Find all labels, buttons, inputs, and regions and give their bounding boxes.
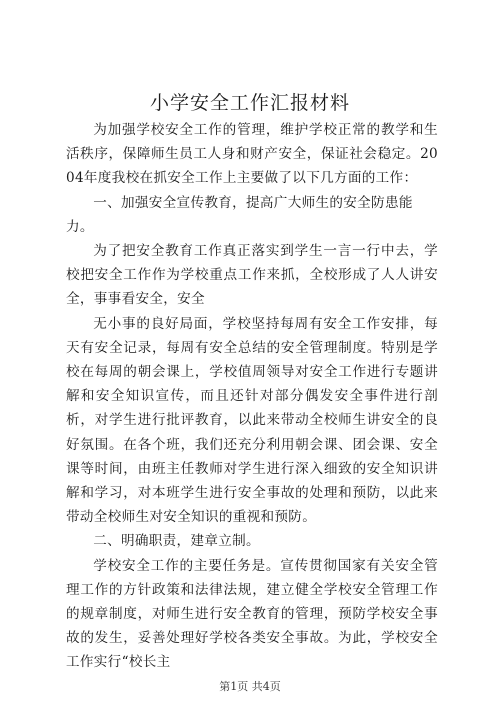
body-paragraph: 为了把安全教育工作真正落实到学生一言一行中去，学校把安全工作作为学校重点工作来抓，全校形成了人人讲安全，事事看安全，安全 <box>66 243 438 308</box>
intro-paragraph: 为加强学校安全工作的管理，维护学校正常的教学和生活秩序，保障师生员工人身和财产安全，保证社会稳定。2004年度我校在抓安全工作上主要做了以下几方面的工作： <box>66 122 438 187</box>
body-paragraph: 学校安全工作的主要任务是。宣传贯彻国家有关安全管理工作的方针政策和法律法规，建立健全学校安全管理工作的规章制度，对师生进行安全教育的管理，预防学校安全事故的发生，妥善处理好学校各类安全事故。为此，学校安全工作实行“校长主 <box>66 557 438 671</box>
page-footer: 第1页 共4页 <box>219 680 281 693</box>
section-heading-1: 一、加强安全宣传教育，提高广大师生的安全防患能力。 <box>66 194 413 235</box>
document-title: 小学安全工作汇报材料 <box>149 92 350 114</box>
section-heading-2: 二、明确职责，建章立制。 <box>93 533 260 550</box>
body-paragraph: 无小事的良好局面，学校坚持每周有安全工作安排，每天有安全记录，每周有安全总结的安全管理制度。特别是学校在每周的朝会课上，学校值周领导对安全工作进行专题讲解和安全知识宣传，而且还针对部分偶发安全事件进行剖析，对学生进行批评教育，以此来带动全校师生讲安全的良好氛围。在各个班，我们还充分利用朝会课、团会课、安全课等时间，由班主任教师对学生进行深入细致的安全知识讲解和学习，对本班学生进行安全事故的处理和预防，以此来带动全校师生对安全知识的重视和预防。 <box>66 315 438 526</box>
document-body <box>66 118 438 675</box>
